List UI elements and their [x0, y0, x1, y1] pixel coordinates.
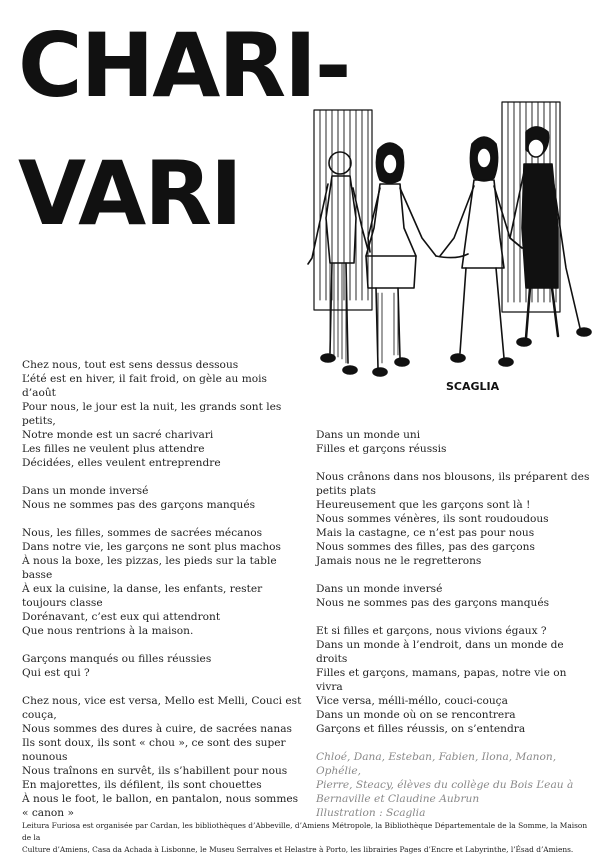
illustration-signature: SCAGLIA [446, 380, 500, 393]
stanza [22, 526, 304, 638]
credits-line: Chloé, Dana, Esteban, Fabien, Ilona, Manon, Ophélie, [316, 751, 557, 777]
stanza [316, 428, 596, 456]
stanza [22, 484, 304, 512]
poem-line: L’été est en hiver, il fait froid, on gèle au mois d’août [22, 373, 267, 399]
poem-line: Nous crânons dans nos blousons, ils préparent des petits plats [316, 471, 590, 497]
footer-line: Leitura Furiosa est organisée par Cardan, les bibliothèques d’Abbeville, d’Amiens Métropole, la Bibliothèque Départementale de la Somme, la Maison de la [22, 821, 588, 842]
poem-line: Dans un monde inversé [22, 485, 149, 497]
poem-line: Garçons et filles réussis, on s’entendra [316, 723, 526, 735]
poem-line: Ils sont doux, ils sont « chou », ce sont des super nounous [22, 737, 286, 763]
poem-line: Jamais nous ne le regretterons [316, 555, 482, 567]
credits [316, 750, 596, 820]
poem-line: Filles et garçons, mamans, papas, notre vie on vivra [316, 667, 567, 693]
poem-line: En majorettes, ils défilent, ils sont chouettes [22, 779, 262, 791]
poem-line: Mais la castagne, ce n’est pas pour nous [316, 527, 535, 539]
poem-line: Nous sommes vénères, ils sont roudoudous [316, 513, 549, 525]
stanza [22, 358, 304, 470]
poem-line: Dorénavant, c’est eux qui attendront [22, 611, 221, 623]
title-line-1: CHARI- [18, 14, 350, 117]
poem-line: Dans un monde inversé [316, 583, 443, 595]
poem-line: Dans un monde uni [316, 429, 421, 441]
poem-line: Nous ne sommes pas des garçons manqués [316, 597, 550, 609]
footer-organizers [22, 820, 594, 856]
poem-line: Notre monde est un sacré charivari [22, 429, 214, 441]
illustration-children-holding-hands [296, 88, 596, 408]
stanza [316, 470, 596, 568]
poem-line: Nous traînons en survêt, ils s’habillent pour nous [22, 765, 288, 777]
credits-line: Illustration : Scaglia [316, 807, 426, 819]
poem-line: Dans notre vie, les garçons ne sont plus machos [22, 541, 281, 553]
poem-line: Qui est qui ? [22, 667, 90, 679]
poem-line: Vice versa, mélli-méllo, couci-couça [316, 695, 508, 707]
poem-line: Nous sommes des dures à cuire, de sacrées nanas [22, 723, 292, 735]
poem-line: Dans un monde à l’endroit, dans un monde de droits [316, 639, 564, 665]
poem-line: À nous le foot, le ballon, en pantalon, nous sommes « canon » [22, 793, 299, 819]
title-line-2: VARI [18, 142, 241, 245]
stanza [316, 624, 596, 736]
poem-line: Chez nous, vice est versa, Mello est Melli, Couci est couça, [22, 695, 302, 721]
poem-line: À nous la boxe, les pizzas, les pieds sur la table basse [22, 555, 277, 581]
poem-line: À eux la cuisine, la danse, les enfants, rester toujours classe [22, 583, 263, 609]
poem-line: Et si filles et garçons, nous vivions égaux ? [316, 625, 547, 637]
poem-line: Filles et garçons réussis [316, 443, 447, 455]
poem-line: Décidées, elles veulent entreprendre [22, 457, 221, 469]
poem-line: Heureusement que les garçons sont là ! [316, 499, 531, 511]
poem-right-column [316, 428, 596, 834]
poem-line: Garçons manqués ou filles réussies [22, 653, 212, 665]
stanza [22, 694, 304, 820]
credits-line: Bernaville et Claudine Aubrun [316, 793, 480, 805]
poem-left-column [22, 358, 304, 834]
stanza [22, 652, 304, 680]
poem-line: Nous ne sommes pas des garçons manqués [22, 499, 256, 511]
credits-line: Pierre, Steacy, élèves du collège du Bois L’eau à [316, 779, 574, 791]
footer-line: Culture d’Amiens, Casa da Achada à Lisbonne, le Museu Serralves et Helastre à Porto, les librairies Pages d’Encre et Labyrinthe, l’Ésad d’Amiens. [22, 845, 574, 854]
poem-line: Chez nous, tout est sens dessus dessous [22, 359, 239, 371]
poem-line: Nous sommes des filles, pas des garçons [316, 541, 535, 553]
poem-line: Pour nous, le jour est la nuit, les grands sont les petits, [22, 401, 282, 427]
stanza [316, 582, 596, 610]
poem-line: Que nous rentrions à la maison. [22, 625, 194, 637]
poem-line: Les filles ne veulent plus attendre [22, 443, 205, 455]
poem-line: Dans un monde où on se rencontrera [316, 709, 516, 721]
poem-line: Nous, les filles, sommes de sacrées mécanos [22, 527, 263, 539]
